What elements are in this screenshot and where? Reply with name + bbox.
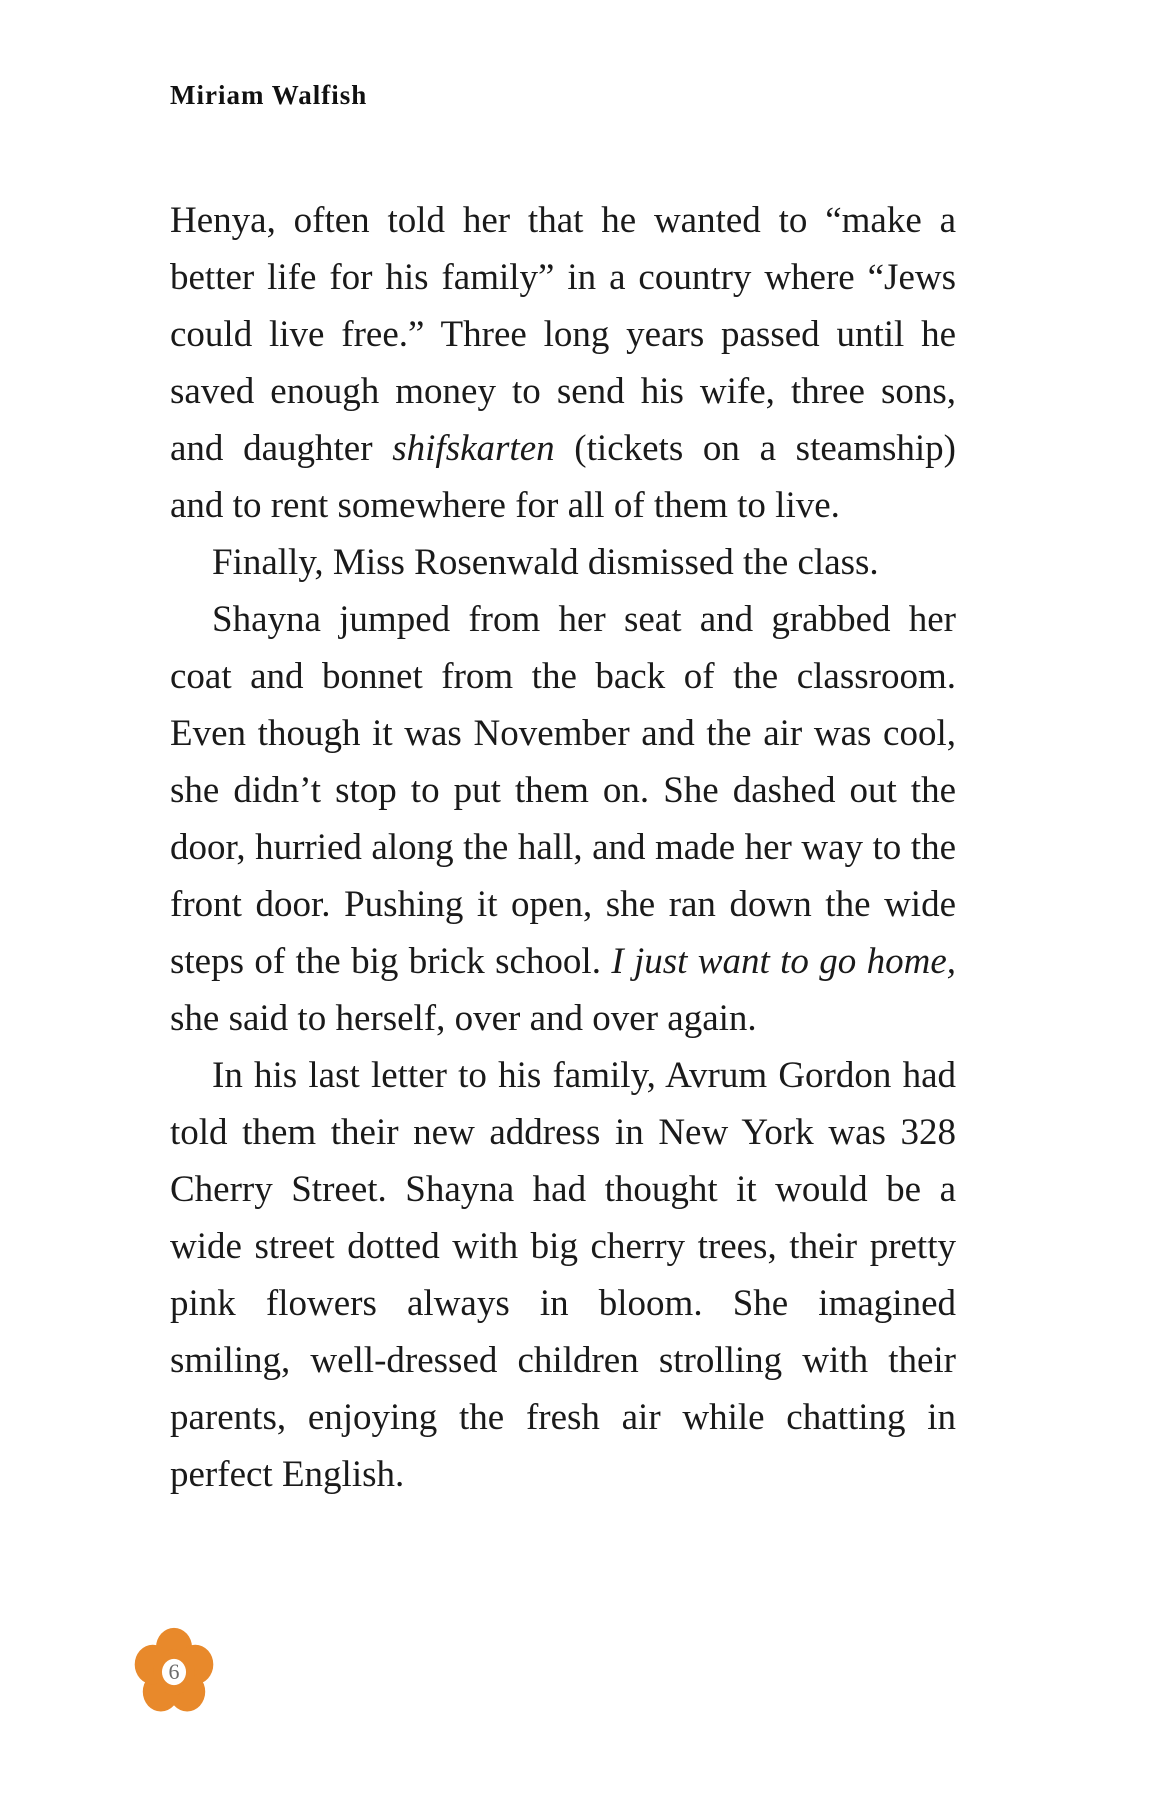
text-run: Finally, Miss Rosenwald dismissed the class. xyxy=(212,542,879,583)
text-run: Shayna jumped from her seat and grabbed her coat and bonnet from the back of the classroom. Even though it was November and the air was cool, she didn’t stop to put them on. She dashed out the door, hurried along the hall, and made her way to the front door. Pushing it open, she ran down the wide steps of the big brick school. xyxy=(170,599,956,982)
body-text xyxy=(170,192,956,1503)
page-number: 6 xyxy=(168,1659,180,1684)
text-run: Henya, often told her that he wanted to “make a better life for his family” in a country where “Jews could live free.” Three long years passed until he saved enough money to send his wife, three sons, and daughter xyxy=(170,200,956,469)
paragraph-3 xyxy=(170,591,956,1047)
text-run: she said to herself, over and over again. xyxy=(170,998,757,1039)
paragraph-4 xyxy=(170,1047,956,1503)
italic-run: shifskarten xyxy=(392,428,555,469)
text-run: (tickets on a steamship) and to rent somewhere for all of them to live. xyxy=(170,428,956,526)
text-run: In his last letter to his family, Avrum Gordon had told them their new address in New York was 328 Cherry Street. Shayna had thought it would be a wide street dotted with big cherry trees, their pretty pink flowers always in bloom. She imagined smiling, well-dressed children strolling with their parents, enjoying the fresh air while chatting in perfect English. xyxy=(170,1055,956,1495)
running-head: Miriam Walfish xyxy=(170,80,368,110)
paragraph-1 xyxy=(170,192,956,534)
italic-run: I just want to go home, xyxy=(611,941,956,982)
paragraph-2 xyxy=(170,534,956,591)
page-folio xyxy=(131,1625,217,1719)
